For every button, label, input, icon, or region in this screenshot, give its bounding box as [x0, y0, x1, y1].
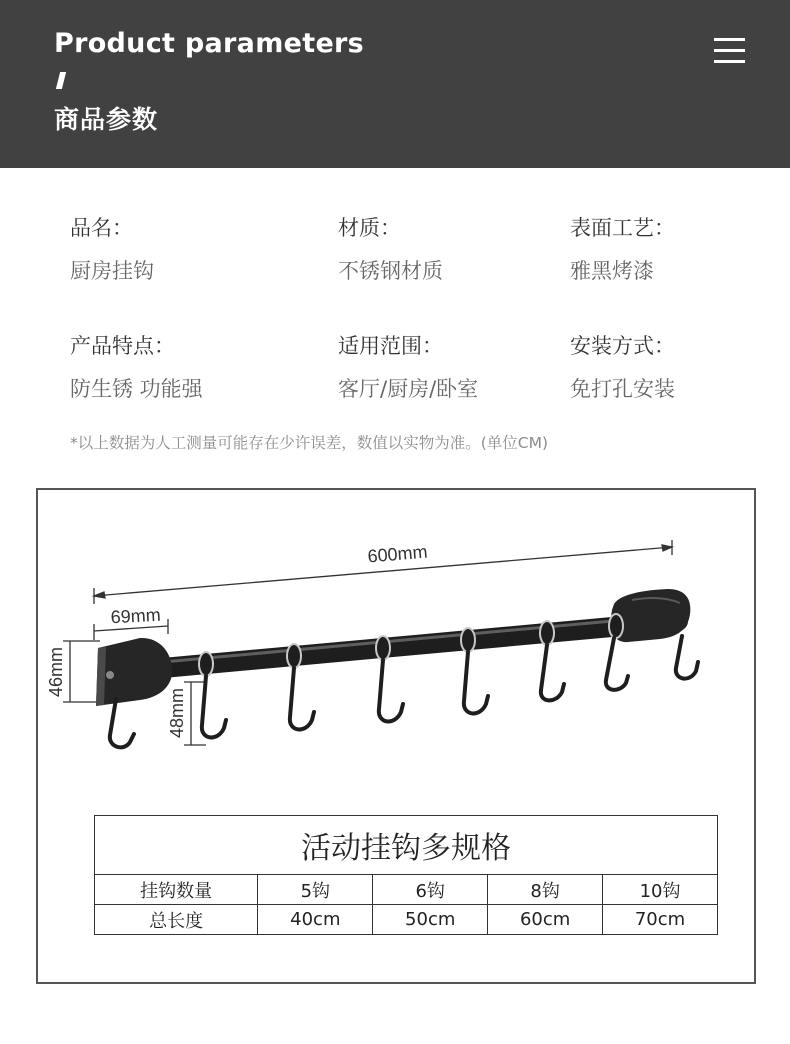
- table-cell: 50cm: [373, 905, 488, 935]
- page-title-en: Product parameters: [54, 28, 365, 59]
- table-row: [95, 875, 718, 905]
- param-value: 客厅/厨房/卧室: [338, 377, 479, 401]
- row-label-hook-count: 挂钩数量: [95, 875, 258, 905]
- param-label: 材质：: [338, 216, 401, 240]
- table-cell: 5钩: [258, 875, 373, 905]
- spec-table: [94, 815, 718, 935]
- table-cell: 40cm: [258, 905, 373, 935]
- table-cell: 60cm: [488, 905, 603, 935]
- param-value: 雅黑烤漆: [570, 259, 654, 283]
- param-label: 安装方式：: [570, 334, 675, 358]
- page-title-cn: 商品参数: [54, 105, 159, 134]
- param-label: 适用范围：: [338, 334, 443, 358]
- param-label: 品名：: [70, 216, 133, 240]
- table-cell: 10钩: [603, 875, 718, 905]
- hook-height-label: 48mm: [167, 687, 187, 739]
- left-mount: [96, 638, 172, 747]
- right-mount: [611, 589, 698, 679]
- measurement-note: *以上数据为人工测量可能存在少许误差，数值以实物为准。(单位CM): [70, 434, 549, 452]
- param-value: 免打孔安装: [570, 377, 675, 401]
- table-cell: 70cm: [603, 905, 718, 935]
- param-value: 防生锈 功能强: [70, 377, 203, 401]
- table-row: [95, 905, 718, 935]
- param-value: 厨房挂钩: [70, 259, 154, 283]
- base-width-label: 69mm: [110, 604, 162, 628]
- table-cell: 8钩: [488, 875, 603, 905]
- param-label: 产品特点：: [70, 334, 175, 358]
- param-value: 不锈钢材质: [338, 259, 443, 283]
- param-label: 表面工艺：: [570, 216, 675, 240]
- length-label: 600mm: [366, 541, 429, 567]
- spec-table-title: 活动挂钩多规格: [95, 816, 718, 875]
- base-height-label: 46mm: [46, 646, 66, 698]
- row-label-total-length: 总长度: [95, 905, 258, 935]
- base-height-dimension: [63, 641, 100, 702]
- table-cell: 6钩: [373, 875, 488, 905]
